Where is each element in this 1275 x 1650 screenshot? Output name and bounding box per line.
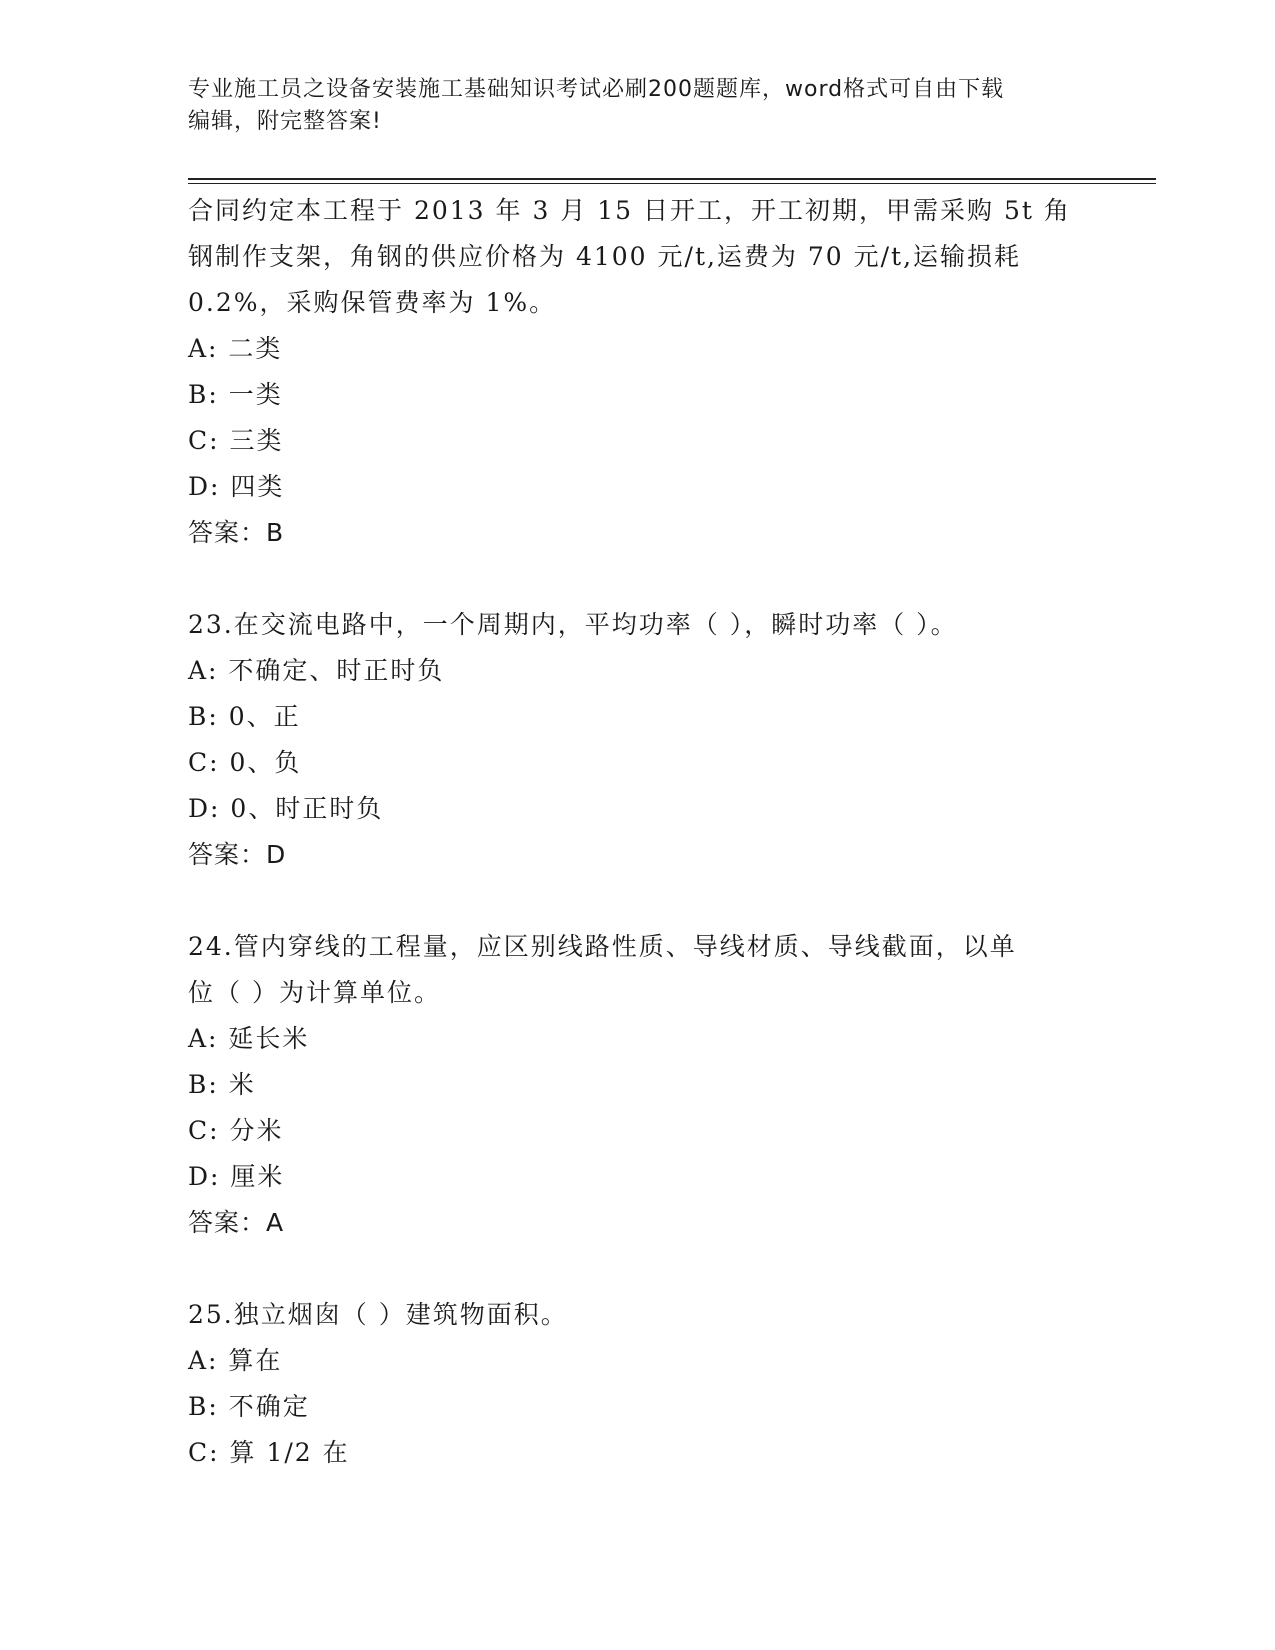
question-text: 23.在交流电路中，一个周期内，平均功率（ ），瞬时功率（ ）。	[188, 610, 958, 639]
option-b: B: 一类	[188, 380, 283, 409]
spacer	[188, 878, 1088, 924]
header-title-line-2: 编辑，附完整答案!	[188, 109, 382, 134]
header-divider-thick	[188, 178, 1156, 180]
option-b: B: 不确定	[188, 1392, 310, 1421]
spacer	[188, 556, 1088, 602]
question-text: 钢制作支架，角钢的供应价格为 4100 元/t,运费为 70 元/t,运输损耗	[188, 242, 1022, 271]
option-a: A: 二类	[188, 334, 283, 363]
header-title-line-1: 专业施工员之设备安装施工基础知识考试必刷200题题库，word格式可自由下载	[188, 77, 1005, 102]
option-c: C: 0、负	[188, 748, 302, 777]
question-text: 24.管内穿线的工程量，应区别线路性质、导线材质、导线截面，以单	[188, 932, 1017, 961]
header-divider-thin	[188, 183, 1156, 184]
option-b: B: 米	[188, 1070, 256, 1099]
question-22	[188, 188, 1088, 556]
question-25	[188, 1292, 1088, 1476]
option-c: C: 算 1/2 在	[188, 1438, 350, 1467]
option-d: D: 厘米	[188, 1162, 285, 1191]
option-d: D: 0、时正时负	[188, 794, 384, 823]
question-text: 合同约定本工程于 2013 年 3 月 15 日开工，开工初期，甲需采购 5t 角	[188, 196, 1071, 225]
spacer	[188, 1246, 1088, 1292]
document-header	[188, 74, 1088, 138]
option-b: B: 0、正	[188, 702, 301, 731]
question-text: 0.2%，采购保管费率为 1%。	[188, 288, 557, 317]
option-c: C: 分米	[188, 1116, 284, 1145]
question-24	[188, 924, 1088, 1246]
option-c: C: 三类	[188, 426, 284, 455]
question-list	[188, 188, 1088, 1476]
option-a: A: 不确定、时正时负	[188, 656, 445, 685]
answer-line: 答案：A	[188, 1208, 285, 1237]
question-text: 25.独立烟囱（ ）建筑物面积。	[188, 1300, 568, 1329]
question-text: 位（ ）为计算单位。	[188, 978, 441, 1007]
option-d: D: 四类	[188, 472, 285, 501]
option-a: A: 延长米	[188, 1024, 310, 1053]
answer-line: 答案：B	[188, 518, 285, 547]
question-23	[188, 602, 1088, 878]
answer-line: 答案：D	[188, 840, 287, 869]
option-a: A: 算在	[188, 1346, 283, 1375]
